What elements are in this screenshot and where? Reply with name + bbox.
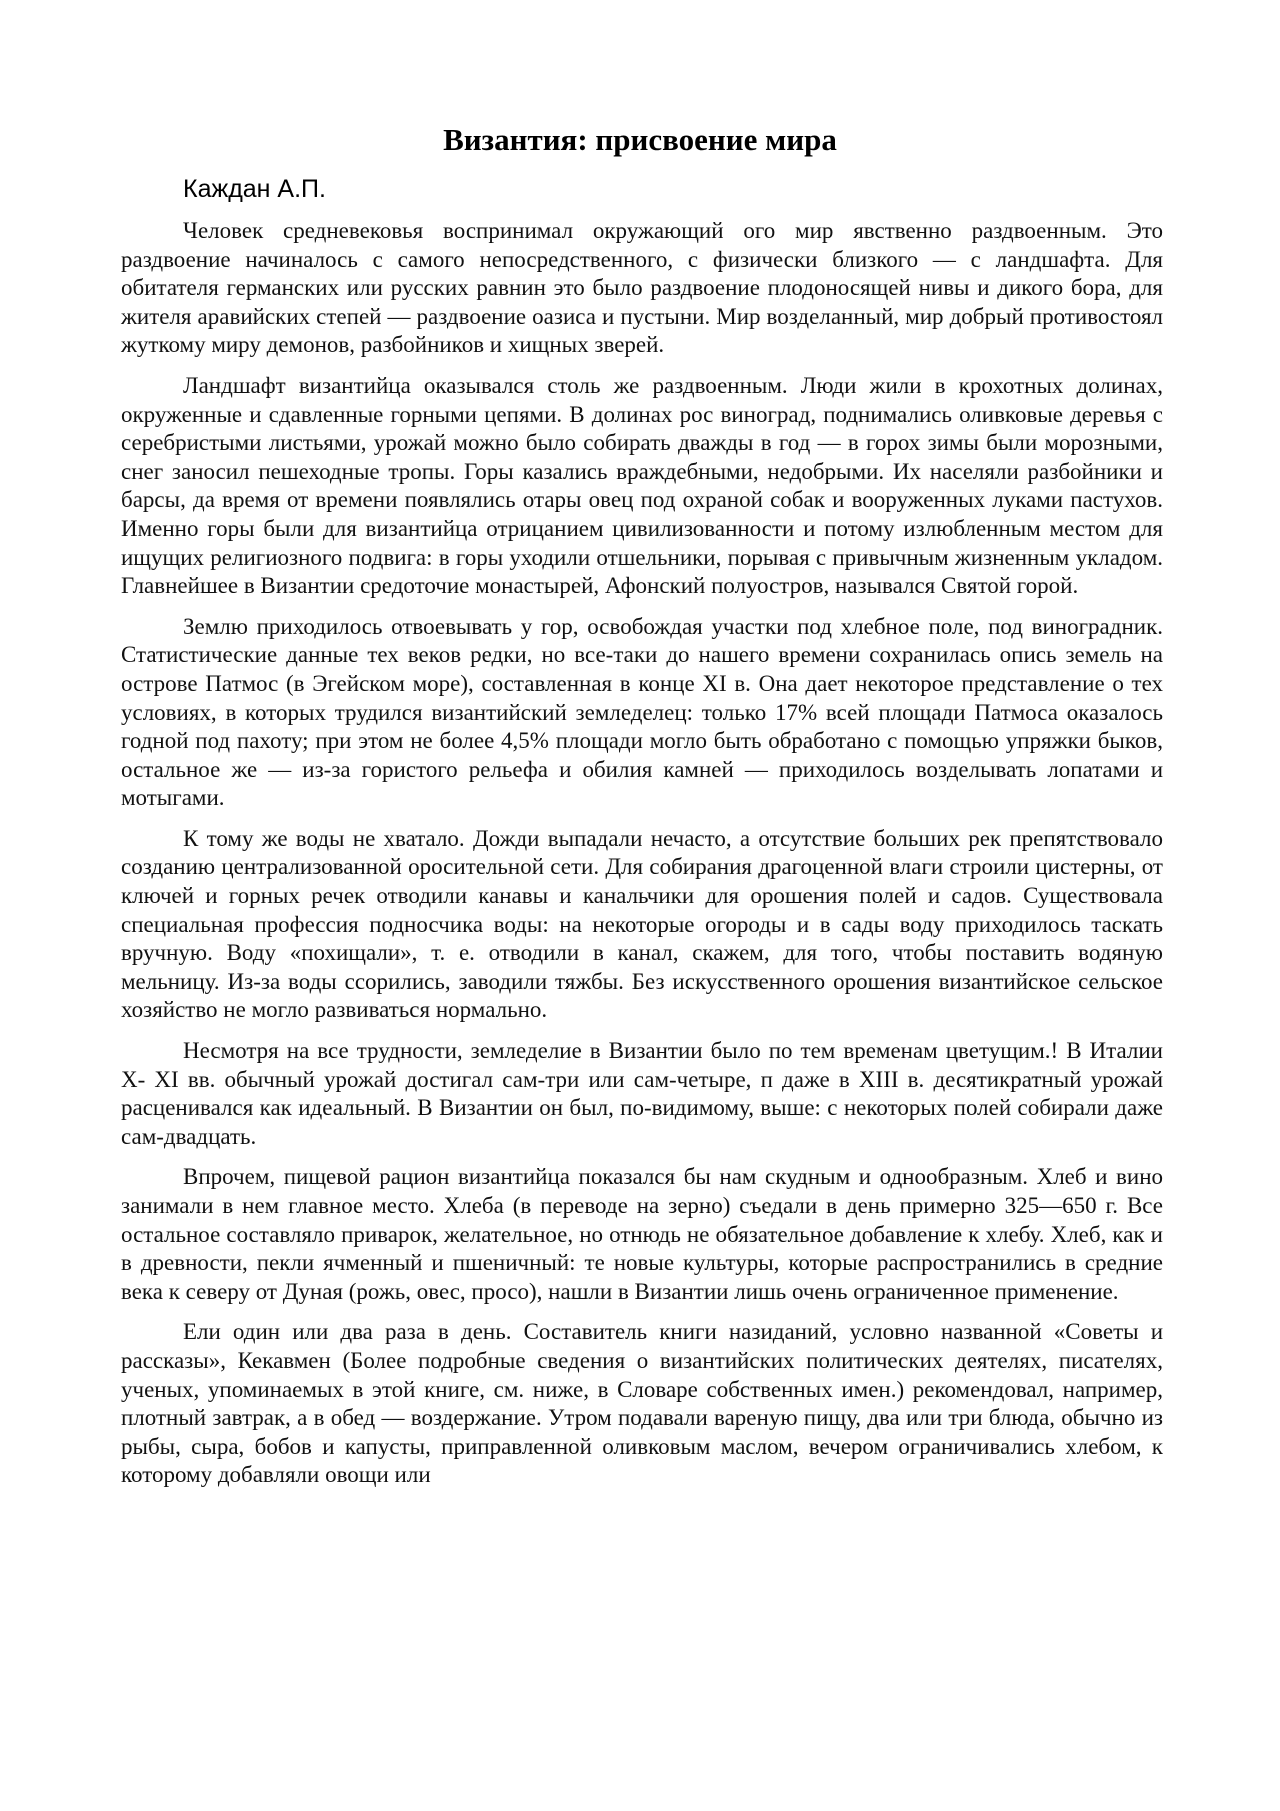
document-title: Византия: присвоение мира [443, 122, 837, 157]
paragraph-1: Человек средневековья воспринимал окружающий ого мир явственно раздвоенным. Это раздвоение начиналось с самого непосредственного, с физически близкого — с ландшафта. Для обитателя германских или русских равнин это было раздвоение плодоносящей нивы и дикого бора, для жителя аравийских степей — раздвоение оазиса и пустыни. Мир возделанный, мир добрый противостоял жуткому миру демонов, разбойников и хищных зверей. [121, 218, 1163, 358]
paragraph-4: К тому же воды не хватало. Дожди выпадали нечасто, а отсутствие больших рек препятствовало созданию централизованной оросительной сети. Для собирания драгоценной влаги строили цистерны, от ключей и горных речек отводили канавы и канальчики для орошения полей и садов. Существовала специальная профессия подносчика воды: на некоторые огороды и в сады воду приходилось таскать вручную. Воду «похищали», т. е. отводили в канал, скажем, для того, чтобы поставить водяную мельницу. Из-за воды ссорились, заводили тяжбы. Без искусственного орошения византийское сельское хозяйство не могло развиваться нормально. [121, 825, 1163, 1023]
paragraph-7: Ели один или два раза в день. Составитель книги назиданий, условно названной «Советы и рассказы», Кекавмен (Более подробные сведения о византийских политических деятелях, писателях, ученых, упоминаемых в этой книге, см. ниже, в Словаре собственных имен.) рекомендовал, например, плотный завтрак, а в обед — воздержание. Утром подавали вареную пищу, два или три блюда, обычно из рыбы, сыра, бобов и капусты, приправленной оливковым маслом, вечером ограничивались хлебом, к которому добавляли овощи или [121, 1319, 1163, 1488]
paragraph-3: Землю приходилось отвоевывать у гор, освобождая участки под хлебное поле, под виноградник. Статистические данные тех веков редки, но все-таки до нашего времени сохранилась опись земель на острове Патмос (в Эгейском море), составленная в конце XI в. Она дает некоторое представление о тех условиях, в которых трудился византийский земледелец: только 17% всей площади Патмоса оказалось годной под пахоту; при этом не более 4,5% площади могло быть обработано с помощью упряжки быков, остальное же — из-за гористого рельефа и обилия камней — приходилось возделывать лопатами и мотыгами. [121, 613, 1163, 811]
paragraph-5: Несмотря на все трудности, земледелие в Византии было по тем временам цветущим.! В Италии X- XI вв. обычный урожай достигал сам-три или сам-четыре, п даже в XIII в. десятикратный урожай расценивался как идеальный. В Византии он был, по-видимому, выше: с некоторых полей собирали даже сам-двадцать. [121, 1038, 1163, 1149]
document-author: Каждан А.П. [183, 175, 326, 203]
paragraph-2: Ландшафт византийца оказывался столь же раздвоенным. Люди жили в крохотных долинах, окруженные и сдавленные горными цепями. В долинах рос виноград, поднимались оливковые деревья с серебристыми листьями, урожай можно было собирать дважды в год — в горох зимы были морозными, снег заносил пешеходные тропы. Горы казались враждебными, недобрыми. Их населяли разбойники и барсы, да время от времени появлялись отары овец под охраной собак и вооруженных луками пастухов. Именно горы были для византийца отрицанием цивилизованности и потому излюбленным местом для ищущих религиозного подвига: в горы уходили отшельники, порывая с привычным жизненным укладом. Главнейшее в Византии средоточие монастырей, Афонский полуостров, назывался Святой горой. [121, 372, 1163, 599]
document-body [121, 217, 1163, 1502]
paragraph-6: Впрочем, пищевой рацион византийца показался бы нам скудным и однообразным. Хлеб и вино занимали в нем главное место. Хлеба (в переводе на зерно) съедали в день примерно 325—650 г. Все остальное составляло приварок, желательное, но отнюдь не обязательное добавление к хлебу. Хлеб, как и в древности, пекли ячменный и пшеничный: те новые культуры, которые распространились в средние века к северу от Дуная (рожь, овес, просо), нашли в Византии лишь очень ограниченное применение. [121, 1164, 1163, 1304]
